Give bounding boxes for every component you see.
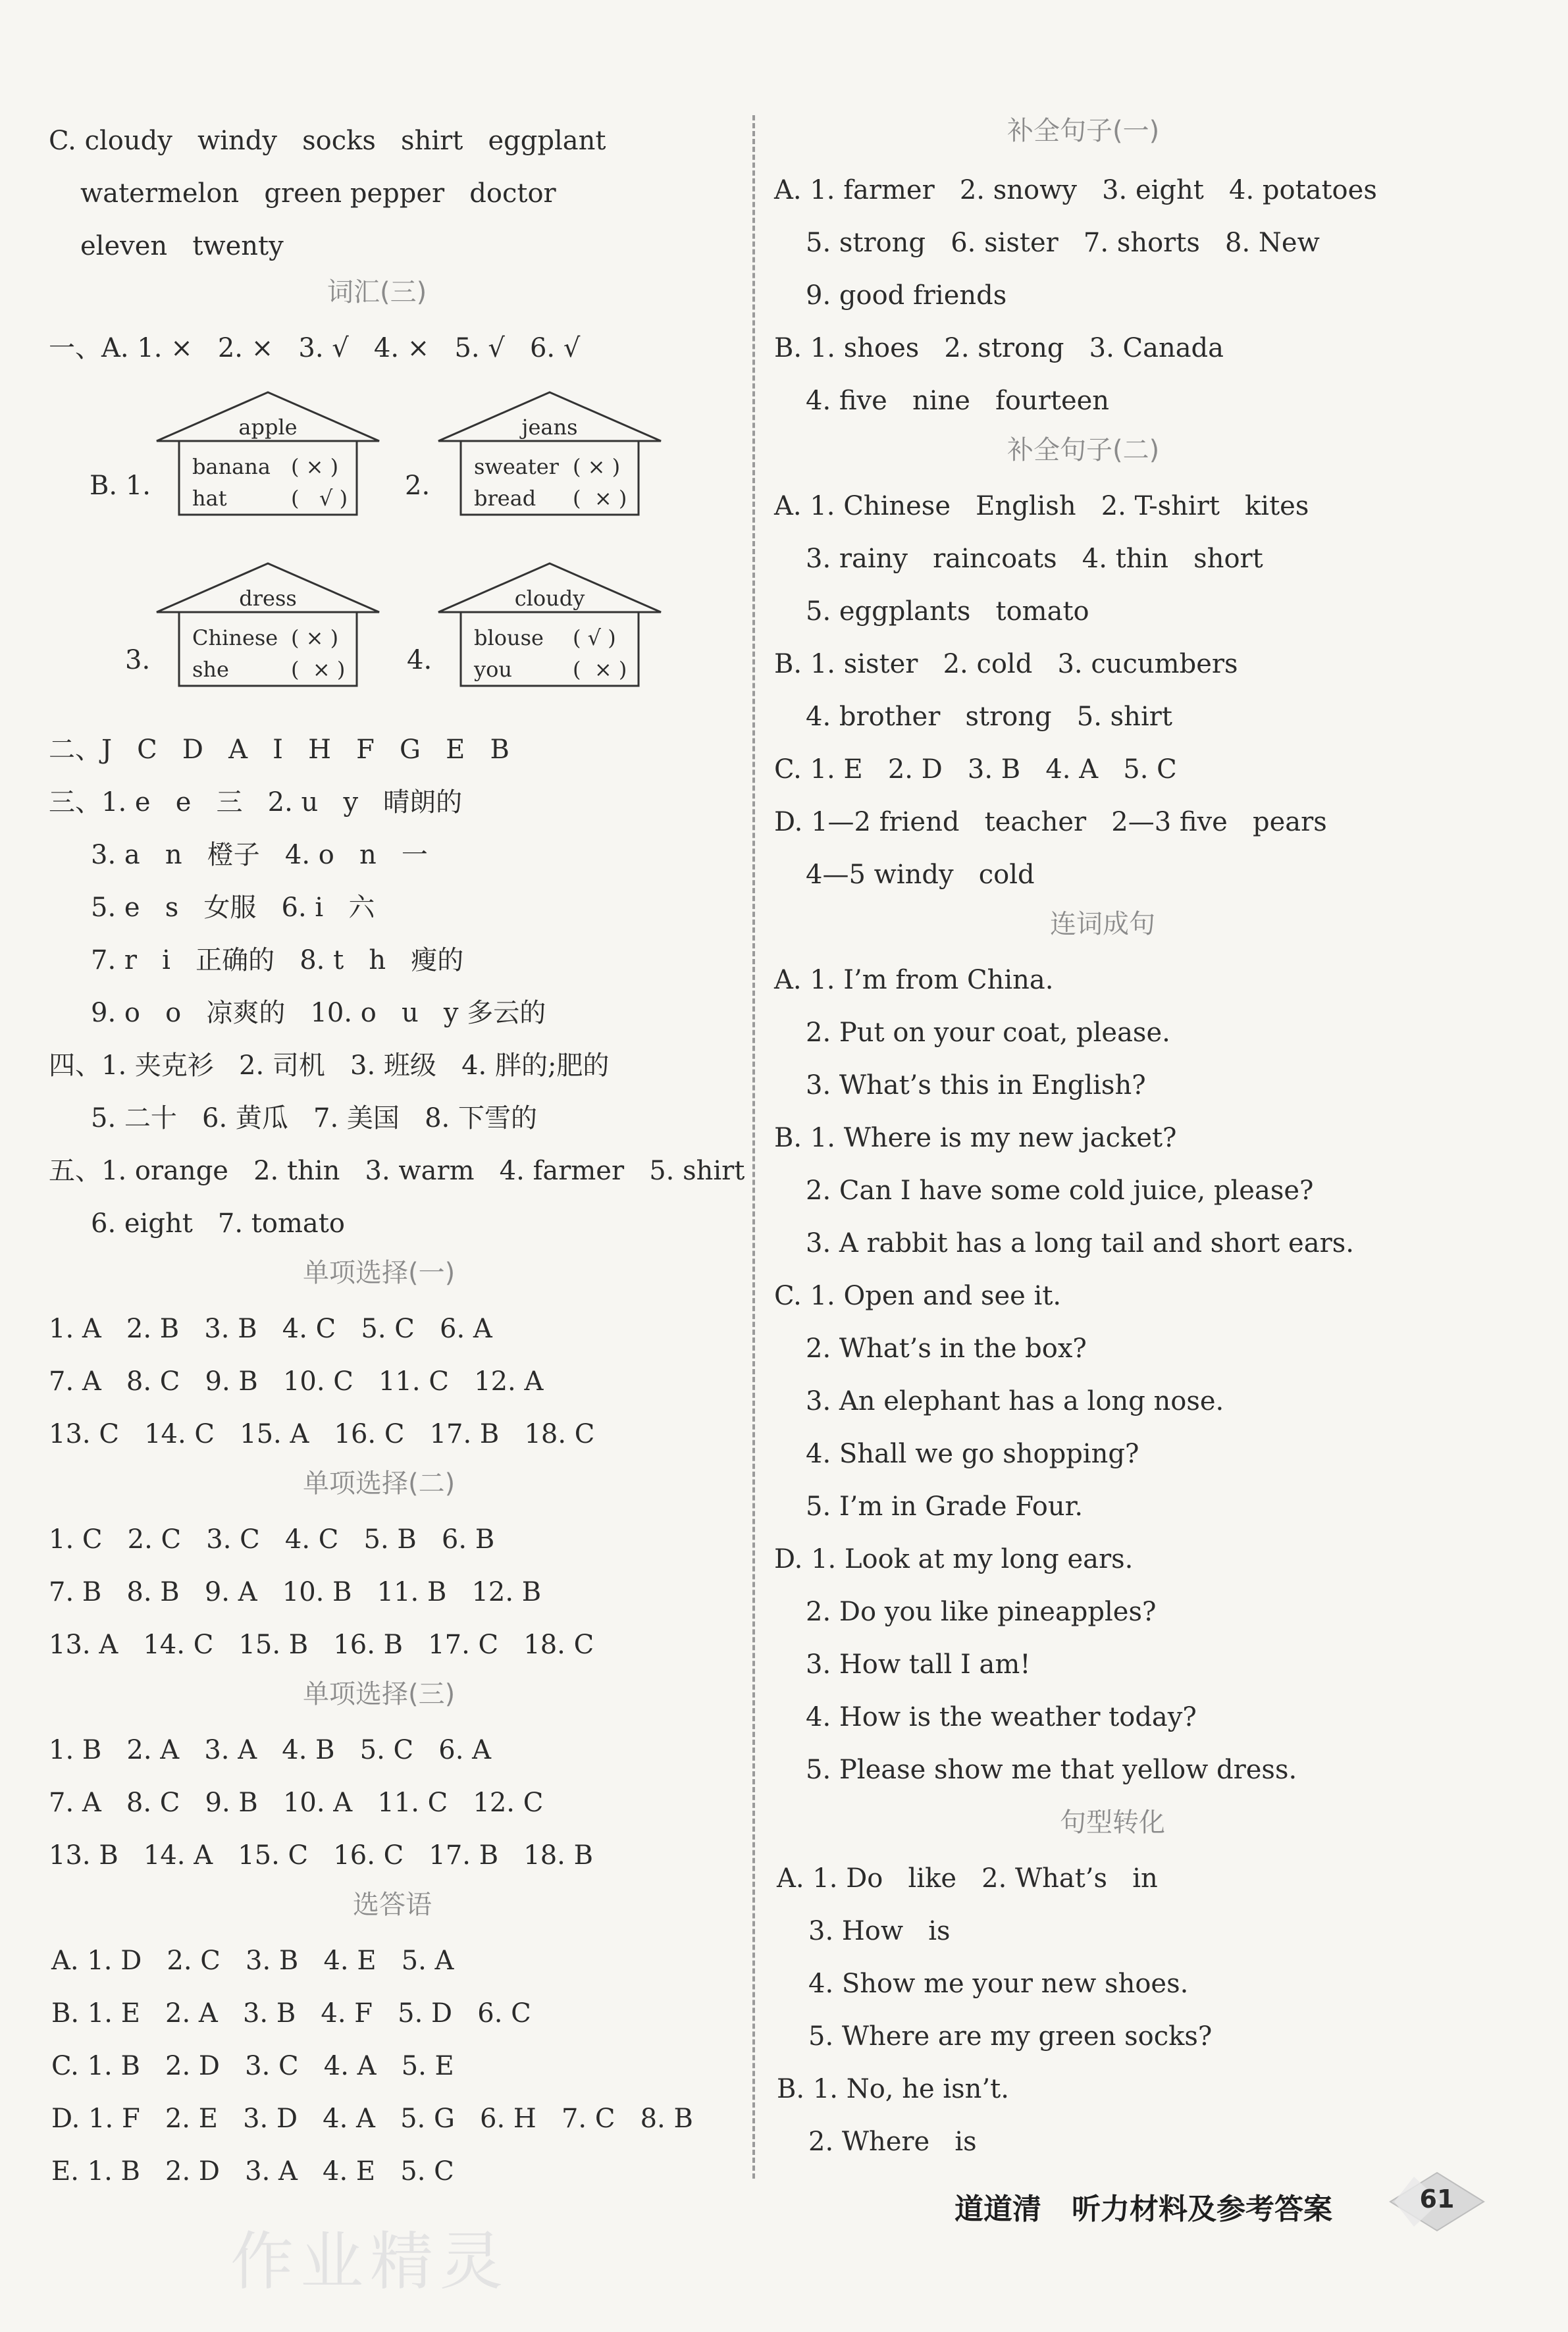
house-mark: ( × ) xyxy=(573,657,627,682)
house-roof-word: dress xyxy=(239,586,297,611)
section-heading: 连词成句 xyxy=(1050,909,1155,939)
house-roof-word: apple xyxy=(238,415,298,440)
answer-line: 5. e s 女服 6. i 六 xyxy=(91,893,375,923)
answer-line: 3. How tall I am! xyxy=(806,1649,1031,1680)
page-number: 61 xyxy=(1419,2185,1455,2214)
answer-line: 3. What’s this in English? xyxy=(806,1070,1146,1101)
house-mark: ( × ) xyxy=(291,625,339,650)
house-word: blouse xyxy=(474,625,544,650)
house-label: 3. xyxy=(125,645,151,675)
answer-line: A. 1. I’m from China. xyxy=(774,965,1054,995)
answer-line: 1. B 2. A 3. A 4. B 5. C 6. A xyxy=(49,1735,492,1765)
answer-line: eleven twenty xyxy=(80,231,284,261)
section-heading: 句型转化 xyxy=(1060,1807,1165,1838)
answer-line: 二、J C D A I H F G E B xyxy=(49,735,510,765)
section-heading: 选答语 xyxy=(353,1890,432,1920)
column-divider xyxy=(752,115,755,2179)
answer-line: 3. A rabbit has a long tail and short ears. xyxy=(806,1228,1354,1258)
answer-line: 5. 二十 6. 黄瓜 7. 美国 8. 下雪的 xyxy=(91,1103,537,1133)
answer-line: 1. C 2. C 3. C 4. C 5. B 6. B xyxy=(49,1524,495,1555)
answer-line: 4. five nine fourteen xyxy=(806,386,1110,416)
section-heading: 单项选择(二) xyxy=(303,1468,456,1499)
section-heading: 补全句子(一) xyxy=(1007,116,1160,146)
answer-line: D. 1. Look at my long ears. xyxy=(774,1544,1134,1574)
answer-line: 一、A. 1. × 2. × 3. √ 4. × 5. √ 6. √ xyxy=(49,333,581,363)
answer-line: C. 1. Open and see it. xyxy=(774,1281,1062,1311)
answer-line: 4. How is the weather today? xyxy=(806,1702,1197,1732)
answer-line: A. 1. farmer 2. snowy 3. eight 4. potatoes xyxy=(774,175,1377,205)
answer-line: watermelon green pepper doctor xyxy=(80,178,556,209)
answer-line: B. 1. sister 2. cold 3. cucumbers xyxy=(774,649,1238,679)
answer-line: 5. I’m in Grade Four. xyxy=(806,1491,1084,1522)
house-word: bread xyxy=(474,486,536,511)
answer-line: A. 1. D 2. C 3. B 4. E 5. A xyxy=(51,1946,454,1976)
house-outline xyxy=(434,559,665,691)
house-roof-word: jeans xyxy=(521,415,578,440)
answer-line: B. 1. E 2. A 3. B 4. F 5. D 6. C xyxy=(51,1998,531,2029)
house-mark: ( × ) xyxy=(573,486,627,511)
house-word: you xyxy=(474,657,512,682)
answer-line: 2. Put on your coat, please. xyxy=(806,1018,1170,1048)
answer-line: 3. rainy raincoats 4. thin short xyxy=(806,544,1263,574)
house-label: 4. xyxy=(407,645,432,675)
answer-line: 7. A 8. C 9. B 10. A 11. C 12. C xyxy=(49,1788,544,1818)
word-house xyxy=(434,559,665,691)
answer-line: 3. a n 橙子 4. o n 一 xyxy=(91,840,428,870)
answer-line: 3. An elephant has a long nose. xyxy=(806,1386,1224,1416)
house-word: she xyxy=(192,657,229,682)
house-word: banana xyxy=(192,454,271,479)
answer-line: 3. How is xyxy=(808,1916,951,1946)
answer-line: 5. eggplants tomato xyxy=(806,596,1089,627)
answer-line: 7. A 8. C 9. B 10. C 11. C 12. A xyxy=(49,1366,544,1397)
section-heading: 补全句子(二) xyxy=(1007,435,1160,465)
footer-title: 道道清 听力材料及参考答案 xyxy=(954,2192,1332,2226)
answer-line: 13. C 14. C 15. A 16. C 17. B 18. C xyxy=(49,1419,595,1449)
answer-line: 五、1. orange 2. thin 3. warm 4. farmer 5. shirt xyxy=(49,1156,745,1186)
answer-line: 4. brother strong 5. shirt xyxy=(806,702,1172,732)
answer-line: 7. r i 正确的 8. t h 瘦的 xyxy=(91,945,464,975)
answer-line: 9. good friends xyxy=(806,280,1007,311)
answer-line: 2. Where is xyxy=(808,2127,977,2157)
answer-line: D. 1—2 friend teacher 2—3 five pears xyxy=(774,807,1327,837)
answer-line: D. 1. F 2. E 3. D 4. A 5. G 6. H 7. C 8. B xyxy=(51,2104,693,2134)
answer-line: 2. Can I have some cold juice, please? xyxy=(806,1176,1314,1206)
answer-line: 9. o o 凉爽的 10. o u y 多云的 xyxy=(91,998,546,1028)
answer-line: 1. A 2. B 3. B 4. C 5. C 6. A xyxy=(49,1314,492,1344)
answer-line: E. 1. B 2. D 3. A 4. E 5. C xyxy=(51,2156,454,2187)
answer-line: 四、1. 夹克衫 2. 司机 3. 班级 4. 胖的;肥的 xyxy=(49,1050,610,1081)
answer-line: C. 1. E 2. D 3. B 4. A 5. C xyxy=(774,754,1177,785)
house-label: 2. xyxy=(405,471,431,501)
house-mark: ( × ) xyxy=(573,454,621,479)
word-house xyxy=(153,388,383,520)
answer-line: A. 1. Chinese English 2. T-shirt kites xyxy=(774,491,1309,521)
answer-line: A. 1. Do like 2. What’s in xyxy=(777,1863,1158,1894)
page-number-badge xyxy=(1388,2170,1486,2233)
answer-line: 6. eight 7. tomato xyxy=(91,1208,345,1239)
answer-line: B. 1. No, he isn’t. xyxy=(777,2074,1009,2104)
answer-line: 5. strong 6. sister 7. shorts 8. New xyxy=(806,228,1320,258)
answer-line: 5. Please show me that yellow dress. xyxy=(806,1755,1297,1785)
answer-line: 4. Show me your new shoes. xyxy=(808,1969,1189,1999)
house-mark: ( × ) xyxy=(291,454,339,479)
house-word: hat xyxy=(192,486,227,511)
answer-line: C. 1. B 2. D 3. C 4. A 5. E xyxy=(51,2051,454,2081)
house-mark: ( √ ) xyxy=(291,486,348,511)
word-house xyxy=(434,388,665,520)
answer-line: B. 1. Where is my new jacket? xyxy=(774,1123,1177,1153)
house-mark: ( √ ) xyxy=(573,625,616,650)
section-heading: 词汇(三) xyxy=(327,277,427,307)
house-label: B. 1. xyxy=(90,471,151,501)
answer-line: 2. What’s in the box? xyxy=(806,1334,1087,1364)
answer-line: 三、1. e e 三 2. u y 晴朗的 xyxy=(49,787,463,817)
house-word: Chinese xyxy=(192,625,278,650)
house-roof-word: cloudy xyxy=(514,586,585,611)
answer-line: B. 1. shoes 2. strong 3. Canada xyxy=(774,333,1224,363)
answer-line: 4—5 windy cold xyxy=(806,860,1035,890)
answer-line: 7. B 8. B 9. A 10. B 11. B 12. B xyxy=(49,1577,542,1607)
section-heading: 单项选择(一) xyxy=(303,1258,456,1288)
answer-line: C. cloudy windy socks shirt eggplant xyxy=(49,126,606,156)
house-mark: ( × ) xyxy=(291,657,346,682)
answer-line: 13. B 14. A 15. C 16. C 17. B 18. B xyxy=(49,1840,593,1871)
section-heading: 单项选择(三) xyxy=(303,1679,456,1709)
answer-line: 5. Where are my green socks? xyxy=(808,2021,1213,2052)
word-house xyxy=(153,559,383,691)
answer-line: 2. Do you like pineapples? xyxy=(806,1597,1157,1627)
answer-line: 13. A 14. C 15. B 16. B 17. C 18. C xyxy=(49,1630,594,1660)
house-word: sweater xyxy=(474,454,559,479)
answer-line: 4. Shall we go shopping? xyxy=(806,1439,1139,1469)
watermark: 作业精灵 xyxy=(230,2225,510,2298)
